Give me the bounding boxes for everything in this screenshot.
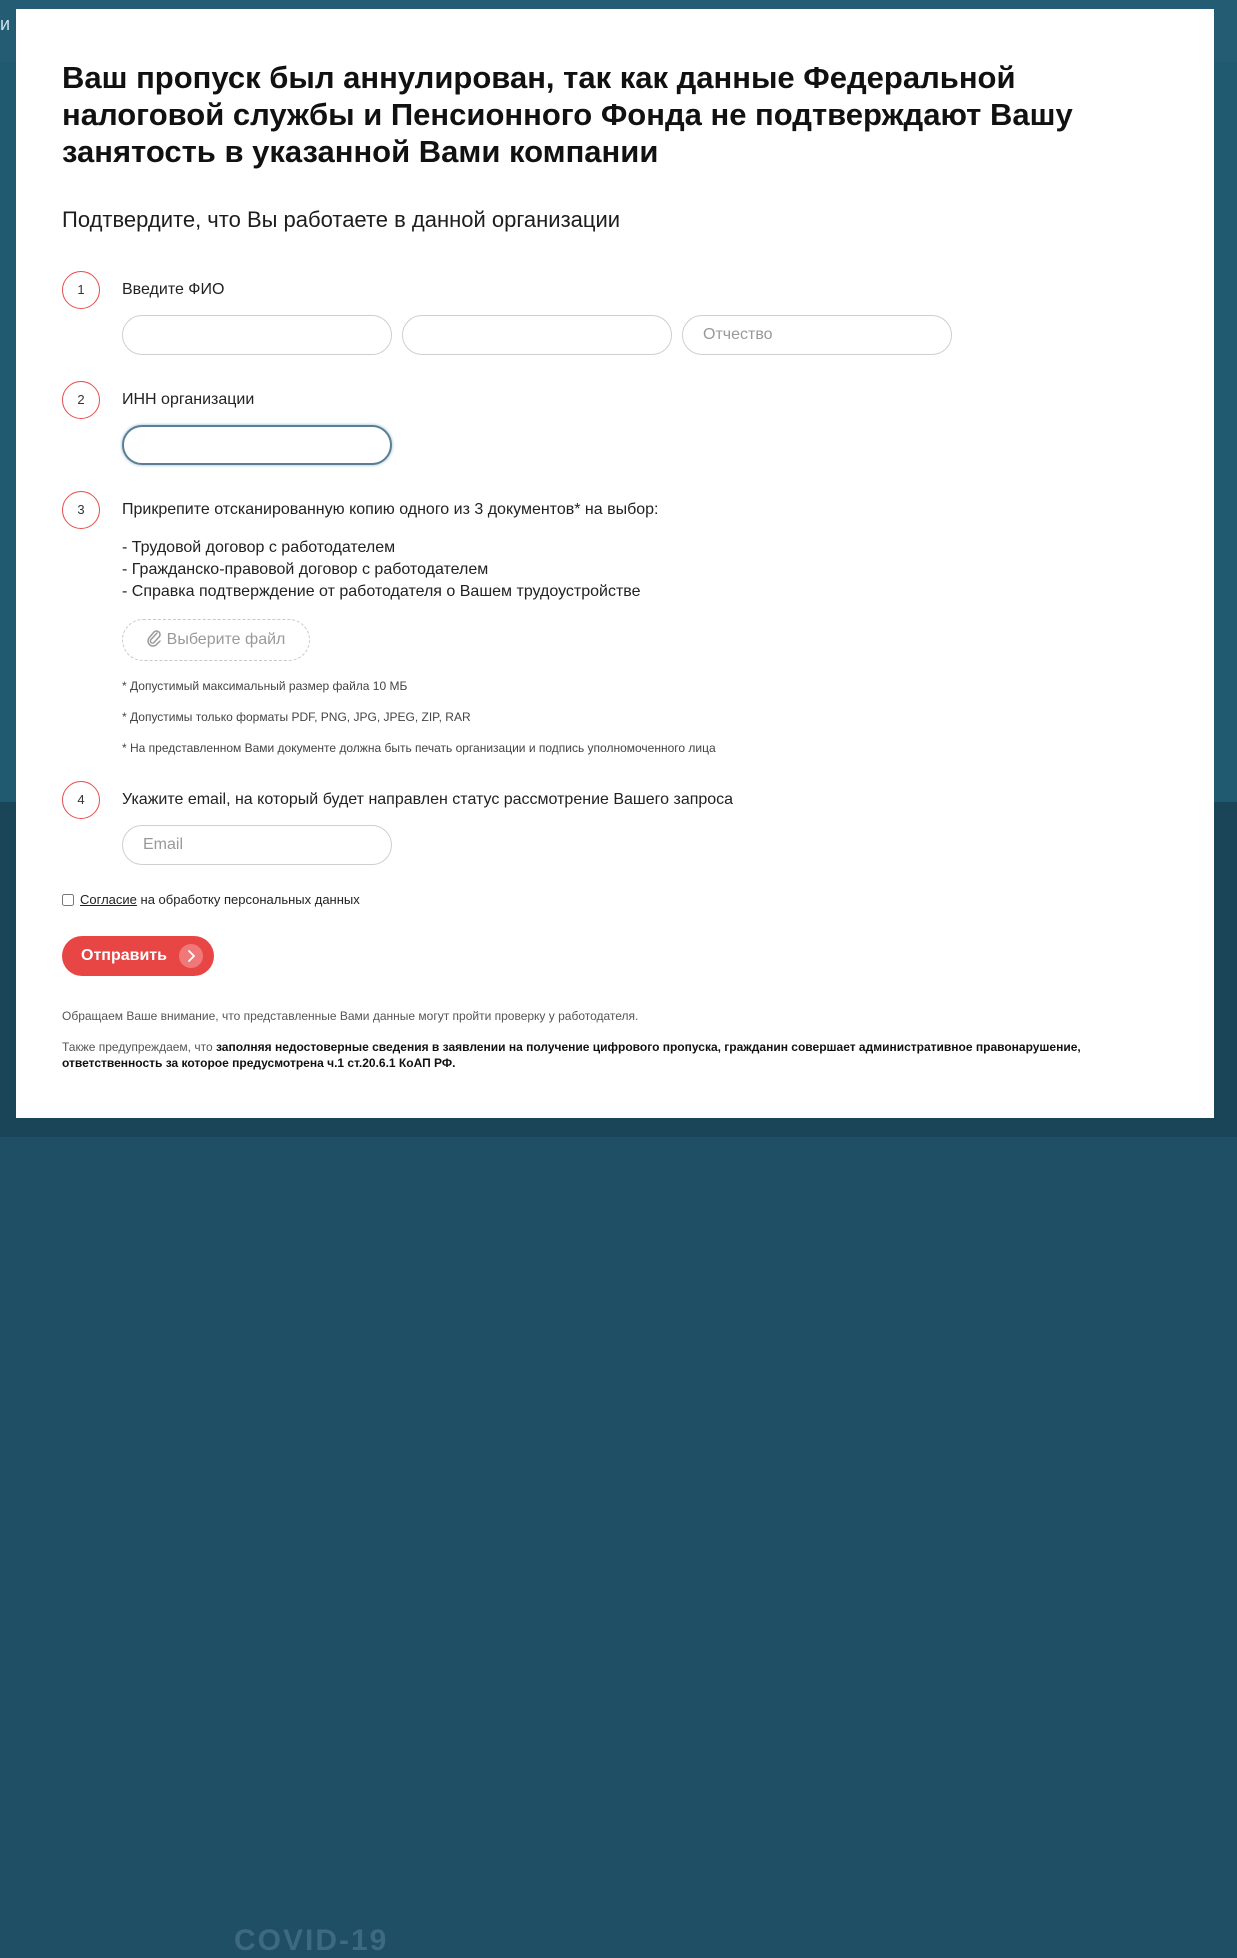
verification-notice: Обращаем Ваше внимание, что представленные Вами данные могут пройти проверку у работодателя. [62, 1009, 639, 1023]
chevron-right-icon [179, 944, 203, 968]
consent-row [62, 892, 360, 907]
firstname-input[interactable] [402, 315, 672, 355]
submit-button[interactable] [62, 936, 214, 976]
consent-checkbox[interactable] [62, 894, 74, 906]
background-footer-text: COVID-19 [234, 1924, 389, 1957]
modal-title: Ваш пропуск был аннулирован, так как данные Федеральной налоговой службы и Пенсионного Фонда не подтверждают Вашу занятость в указанной Вами компании [62, 60, 1073, 169]
middlename-input[interactable] [682, 315, 952, 355]
document-item: - Справка подтверждение от работодателя о Вашем трудоустройстве [122, 583, 641, 600]
choose-file-button[interactable] [122, 619, 310, 661]
legal-warning-bold: заполняя недостоверные сведения в заявлении на получение цифрового пропуска, гражданин совершает административное правонарушение, ответственность за которое предусмотрена ч.1 ст.20.6.1 КоАП РФ. [62, 1040, 1081, 1070]
step-label-fio: Введите ФИО [122, 281, 225, 298]
step-number-4: 4 [62, 781, 100, 819]
document-item: - Гражданско-правовой договор с работодателем [122, 561, 489, 578]
file-size-note: * Допустимый максимальный размер файла 10 МБ [122, 679, 408, 693]
file-format-note: * Допустимы только форматы PDF, PNG, JPG, JPEG, ZIP, RAR [122, 710, 471, 724]
submit-label: Отправить [81, 947, 167, 964]
modal-subtitle: Подтвердите, что Вы работаете в данной организации [62, 207, 621, 232]
step-number-1: 1 [62, 271, 100, 309]
consent-text: на обработку персональных данных [140, 892, 360, 907]
file-stamp-note: * На представленном Вами документе должна быть печать организации и подпись уполномоченного лица [122, 741, 716, 755]
step-label-email: Укажите email, на который будет направлен статус рассмотрение Вашего запроса [122, 791, 734, 808]
step-number-2: 2 [62, 381, 100, 419]
document-list [122, 537, 641, 603]
step-number-3: 3 [62, 491, 100, 529]
paperclip-icon [147, 629, 161, 652]
email-input[interactable] [122, 825, 392, 865]
document-item: - Трудовой договор с работодателем [122, 539, 396, 556]
choose-file-label: Выберите файл [166, 631, 286, 648]
background-header-text: и [0, 14, 11, 34]
legal-warning [62, 1039, 1122, 1071]
confirmation-modal [16, 9, 1214, 1118]
lastname-input[interactable] [122, 315, 392, 355]
legal-warning-prefix: Также предупреждаем, что [62, 1040, 213, 1054]
step-label-documents: Прикрепите отсканированную копию одного из 3 документов* на выбор: [122, 501, 659, 518]
inn-input[interactable] [122, 425, 392, 465]
consent-link[interactable]: Согласие [80, 892, 137, 907]
step-label-inn: ИНН организации [122, 391, 255, 408]
